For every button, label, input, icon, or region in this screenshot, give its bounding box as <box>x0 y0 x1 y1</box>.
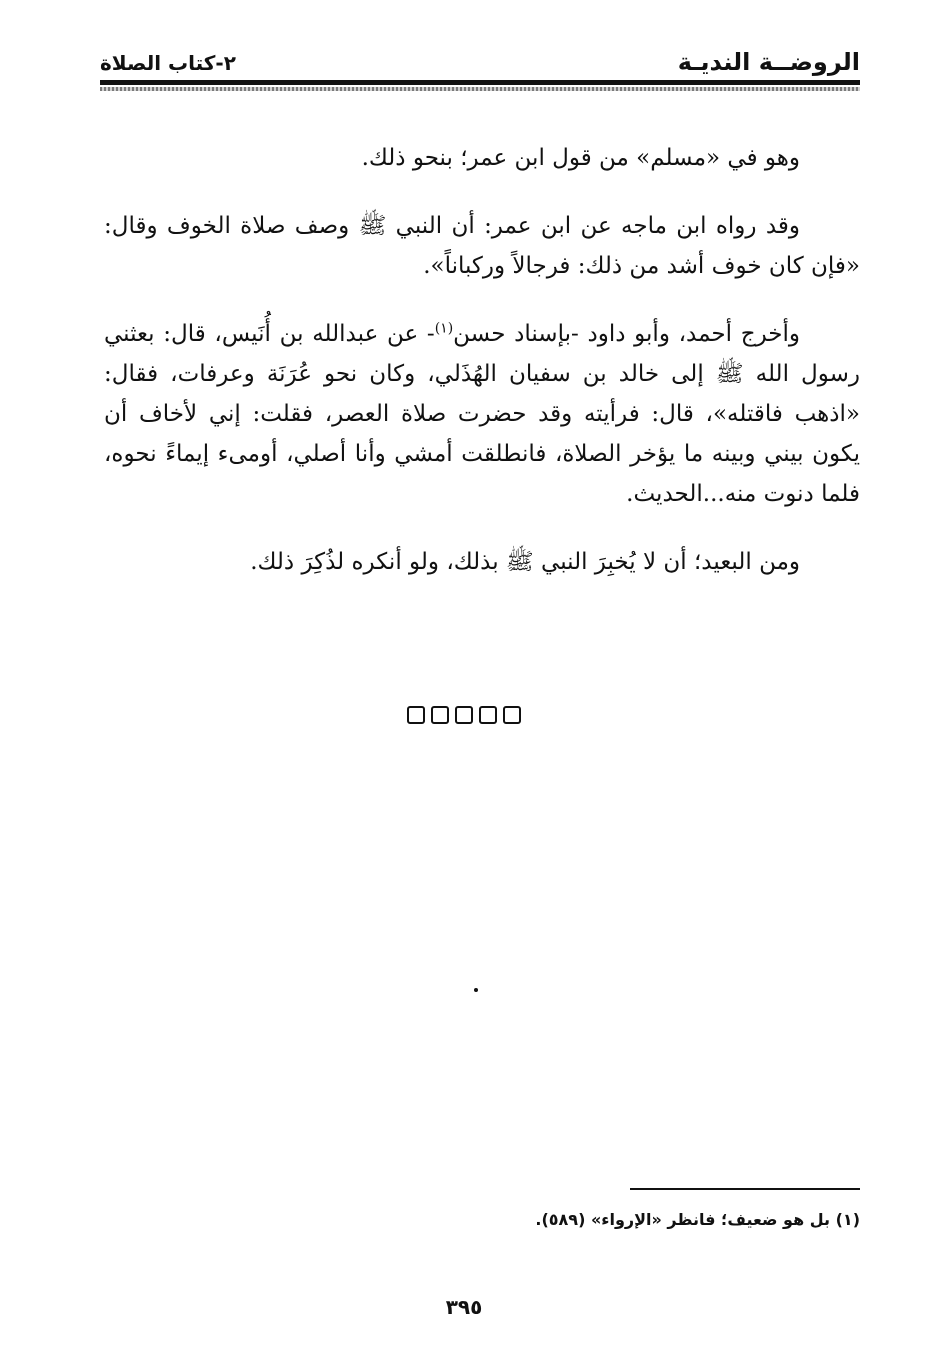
footnote-rule <box>630 1188 860 1190</box>
footnote-reference: (١) <box>434 320 454 337</box>
footnote: (١) بل هو ضعيف؛ فانظر «الإرواء» (٥٨٩). <box>535 1210 860 1229</box>
running-header <box>100 40 860 80</box>
separator-box <box>431 706 449 724</box>
stray-dot <box>474 988 478 992</box>
paragraph-2: وقد رواه ابن ماجه عن ابن عمر: أن النبي ﷺ وصف صلاة الخوف وقال: «فإن كان خوف أشد من ذلك: فرجالاً وركباناً». <box>104 213 860 279</box>
separator-box <box>455 706 473 724</box>
paragraph-1: وهو في «مسلم» من قول ابن عمر؛ بنحو ذلك. <box>361 145 800 171</box>
header-rule <box>100 80 860 85</box>
separator-box <box>407 706 425 724</box>
paragraph-3-start: وأخرج أحمد، وأبو داود -بإسناد حسن <box>453 321 800 347</box>
separator-box <box>479 706 497 724</box>
paragraph-4: ومن البعيد؛ أن لا يُخبِرَ النبي ﷺ بذلك، ولو أنكره لذُكِرَ ذلك. <box>250 549 800 575</box>
section-separator <box>0 706 928 728</box>
paragraph-3 <box>104 314 860 514</box>
paragraph-3-rest: - عن عبدالله بن أُنَيس، قال: بعثني رسول الله ﷺ إلى خالد بن سفيان الهُذَلي، وكان نحو عُرَنَة وعرفات، فقال: «اذهب فاقتله»، قال: فرأيته وقد حضرت صلاة العصر، فقلت: إني لأخاف أن يكون بيني وبينه ما يؤخر الصلاة، فانطلقت أمشي وأنا أصلي، أومىء إيماءً نحوه، فلما دنوت منه...الحديث. <box>104 321 860 507</box>
body-text <box>104 138 860 610</box>
page-number: ٣٩٥ <box>445 1295 483 1319</box>
header-dotted-rule <box>100 87 860 91</box>
chapter-title: ٢-كتاب الصلاة <box>100 51 236 75</box>
separator-box <box>503 706 521 724</box>
book-title: الروضــة النديـة <box>677 48 860 76</box>
